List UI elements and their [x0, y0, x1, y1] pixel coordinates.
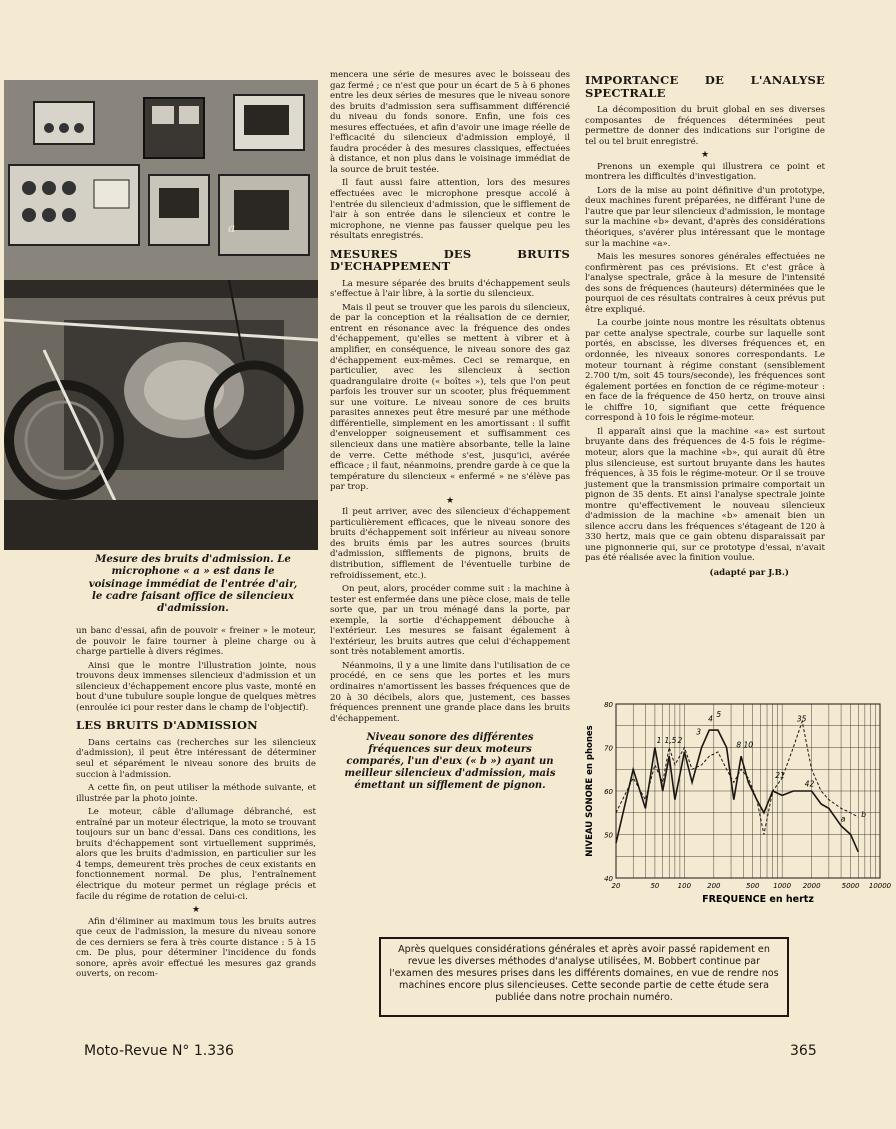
section-heading: LES BRUITS D'ADMISSION: [76, 718, 258, 733]
paragraph: Afin d'éliminer au maximum tous les bruits autres que ceux de l'admission, la mesure du niveau sonore de ces derniers se fera à très courte distance : 5 à 15 cm. De plus, pour déterminer l'incidence du fonds sonore, après avoir effectué les mesures gaz grands ouverts, on recom-: [76, 916, 316, 980]
engine-test-photo: [4, 80, 318, 550]
paragraph: Mais les mesures sonores générales effectuées ne confirmèrent pas ces prévisions. Et c'est grâce à l'analyse spectrale, grâce à la mesure de l'intensité des sons de fréquences (hauteurs) déterminées que le pourquoi de ces résultats contraires à ceux prévus put être expliqué.: [585, 252, 825, 315]
photo-illustration: [4, 80, 318, 550]
x-tick-label: 5000: [841, 882, 860, 890]
x-tick-label: 1000: [773, 882, 792, 890]
x-axis-label: FREQUENCE en hertz: [702, 894, 814, 905]
section-heading: MESURES DES BRUITS D'ECHAPPEMENT: [330, 246, 570, 274]
paragraph: Dans certains cas (recherches sur les silencieux d'admission), il peut être intéressant de déterminer seul et séparément le niveau sonore des bruits de succion à l'admission.: [76, 737, 316, 780]
paragraph: Ainsi que le montre l'illustration jointe, nous trouvons deux immenses silencieux d'admission et un silencieux d'échappement encore plus vaste, monté en bout d'une tubulure souple longue de quelques mètres (enroulée ici pour rester dans le champ de l'objectif).: [76, 660, 316, 713]
paragraph: Le moteur, câble d'allumage débranché, est entraîné par un moteur électrique, la moto se trouvant toujours sur un banc d'essai. Dans ces conditions, les bruits d'échappement sont virtuellement supprimés, alors que les bruits d'admission, en particulier sur les 4 temps, demeurent très proches de ceux existants en fonctionnement normal. De plus, l'entraînement électrique du moteur permet un réglage précis et facile du régime de rotation de celui-ci.: [76, 807, 316, 902]
x-tick-label: 500: [746, 882, 760, 890]
page-number: 365: [790, 1043, 817, 1059]
chart-svg: [578, 692, 896, 914]
x-tick-label: 50: [650, 882, 660, 890]
column-2: [330, 70, 570, 792]
star-separator: ★: [700, 150, 710, 161]
paragraph: un banc d'essai, afin de pouvoir « freiner » le moteur, de pouvoir le faire tourner à pleine charge ou à charge partielle à divers régimes.: [76, 626, 316, 658]
y-tick-label: 40: [604, 875, 613, 883]
paragraph: Il apparaît ainsi que la machine «a» est surtout bruyante dans des fréquences de 4-5 fois le régime-moteur, alors que la machine «b», qui aurait dû être plus silencieuse, est surtout bruyante dans les hautes fréquences, à 35 fois le régime-moteur. Or il se trouve justement que la transmission primaire comportait un pignon de 35 dents. Et ainsi l'analyse spectrale jointe montre qu'effectivement le nouveau silencieux d'admission de la machine «b» amenait bien un silence accru dans les fréquences s'étageant de 120 à 330 hertz, mais que ce gain obtenu disparaissait par une pignonnerie qui, sur ce prototype d'essai, n'avait pas été réalisée avec la finition voulue.: [585, 426, 825, 564]
chart-annotation: 35: [796, 714, 807, 724]
chart-annotation: 21: [775, 770, 785, 780]
star-separator: ★: [445, 495, 455, 506]
y-tick-label: 60: [604, 788, 613, 796]
paragraph: La mesure séparée des bruits d'échappement seuls s'effectue à l'air libre, à la sortie du silencieux.: [330, 278, 570, 300]
y-tick-label: 80: [604, 701, 613, 709]
chart-annotation: a: [840, 814, 846, 824]
x-tick-label: 100: [677, 882, 692, 890]
photo-caption: Mesure des bruits d'admission. Le microphone « a » est dans le voisinage immédiat de l'entrée d'air, le cadre faisant office de silencieux d'admission.: [88, 553, 298, 615]
chart-annotation: 1: [656, 736, 662, 746]
paragraph: On peut, alors, procéder comme suit : la machine à tester est enfermée dans une pièce close, mais de telle sorte que, par un trou ménagé dans la porte, par exemple, la sortie d'échappement débouche à l'extérieur. Les mesures se faisant également à l'extérieur, les bruits autres que celui d'échappement sont très notablement amortis.: [330, 584, 570, 658]
chart-annotation: 1,5: [664, 736, 677, 746]
x-tick-label: 10000: [868, 882, 892, 890]
chart-annotation: 3: [696, 727, 702, 737]
y-tick-label: 50: [604, 831, 613, 840]
paragraph: La décomposition du bruit global en ses diverses composantes de fréquences déterminées peut permettre de donner des indications sur l'origine de tel ou tel bruit enregistré.: [585, 105, 825, 147]
section-heading: IMPORTANCE DE L'ANALYSE SPECTRALE: [585, 73, 825, 100]
chart-annotation: 10: [743, 740, 754, 750]
paragraph: La courbe jointe nous montre les résultats obtenus par cette analyse spectrale, courbe sur laquelle sont portés, en abscisse, les diverses fréquences et, en ordonnée, les niveaux sonores correspondants. Le moteur tournant à régime constant (sensiblement 2.700 t/m, soit 45 tours/seconde), les fréquences sont également portées en fonction de ce régime-moteur : en face de la fréquence de 450 hertz, on trouve ainsi le chiffre 10, signifiant que cette fréquence correspond à 10 fois le régime-moteur.: [585, 318, 825, 424]
x-tick-label: 2000: [802, 882, 821, 890]
chart-annotation: 42: [804, 779, 815, 789]
magazine-issue: Moto-Revue N° 1.336: [84, 1043, 234, 1059]
author-credit: (adapté par J.B.): [709, 567, 789, 578]
chart-annotation: 4: [708, 714, 713, 724]
paragraph: mencera une série de mesures avec le boisseau des gaz fermé ; ce n'est que pour un écart de 5 à 6 phones entre les deux séries de mesures que le niveau sonore des bruits d'admission sera suffisamment différencié du niveau du fonds sonore. Enfin, une fois ces mesures effectuées, et afin d'avoir une image réelle de l'efficacité du silencieux d'admission employé, il faudra procéder à des mesures classiques, effectuées à distance, et non plus dans le voisinage immédiat de la source de bruit testée.: [330, 70, 570, 175]
star-separator: ★: [191, 905, 201, 916]
continuation-note: Après quelques considérations générales et après avoir passé rapidement en revue les diverses méthodes d'analyse utilisées, M. Bobbert continue par l'examen des mesures prises dans les différents domaines, en vue de rendre nos machines encore plus silencieuses. Cette seconde partie de cette étude sera publiée dans notre prochain numéro.: [379, 937, 789, 1017]
paragraph: Mais il peut se trouver que les parois du silencieux, de par la conception et la réalisation de ce dernier, entrent en résonance avec la fréquence des ondes d'échappement, qu'elles se mettent à vibrer et à amplifier, en conséquence, le niveau sonore des gaz d'échappement eux-mêmes. Ceci se remarque, en particulier, avec les silencieux à section quadrangulaire droite (« boîtes »), tels que l'on peut parfois les trouver sur un scooter, plus fréquemment sur une voiture. Le niveau sonore de ces bruits parasites annexes peut être mesuré par une méthode différentielle, simplement en les amortissant : il suffit d'envelopper soigneusement et suffisamment ces silencieux dans une matière absorbante, telle la laine de verre. Cette méthode s'est, jusqu'ici, avérée efficace ; il faut, néanmoins, prendre garde à ce que la température du silencieux « enfermé » ne s'élève pas par trop.: [330, 302, 570, 493]
paragraph: Néanmoins, il y a une limite dans l'utilisation de ce procédé, en ce sens que les portes et les murs ordinaires n'amortissent les basses fréquences que de 20 à 30 décibels, alors que, justement, ces basses fréquences prennent une grande place dans les bruits d'échappement.: [330, 660, 570, 724]
x-tick-label: 200: [707, 882, 721, 890]
column-3: [585, 68, 825, 579]
paragraph: Il faut aussi faire attention, lors des mesures effectuées avec le microphone presque accolé à l'entrée du silencieux d'admission, que le sifflement de l'air à son entrée dans le silencieux et contre le microphone, ne vienne pas fausser quelque peu les résultats enregistrés.: [330, 178, 570, 242]
y-tick-label: 70: [604, 744, 613, 753]
microphone-label: a: [228, 221, 236, 235]
paragraph: Lors de la mise au point définitive d'un prototype, deux machines furent préparées, ne différant l'une de l'autre que par leur silencieux d'admission, le montage sur la machine «b» devant, d'après des considérations théoriques, s'avérer plus intéressant que le montage sur la machine «a».: [585, 185, 825, 249]
spectrum-chart: [578, 692, 896, 914]
column-1: [76, 626, 316, 983]
chart-annotation: 8: [736, 740, 742, 750]
paragraph: Il peut arriver, avec des silencieux d'échappement particulièrement efficaces, que le niveau sonore des bruits d'échappement soit inférieur au niveau sonore des bruits émis par les autres sources (bruits d'admission, sifflements de pignons, bruits de distribution, sifflement de l'éventuelle turbine de refroidissement, etc.).: [330, 507, 570, 581]
chart-annotation: b: [861, 810, 866, 820]
chart-annotation: 2: [677, 736, 683, 746]
y-axis-label: NIVEAU SONORE en phones: [585, 725, 595, 857]
chart-caption: Niveau sonore des différentes fréquences sur deux moteurs comparés, l'un d'eux (« b ») ayant un meilleur silencieux d'admission, mais émettant un sifflement de pignon.: [344, 732, 556, 792]
chart-annotation: 5: [716, 710, 722, 720]
paragraph: A cette fin, on peut utiliser la méthode suivante, et illustrée par la photo jointe.: [76, 783, 316, 804]
paragraph: Prenons un exemple qui illustrera ce point et montrera les difficultés d'investigation.: [585, 161, 825, 183]
x-tick-label: 20: [611, 882, 621, 890]
